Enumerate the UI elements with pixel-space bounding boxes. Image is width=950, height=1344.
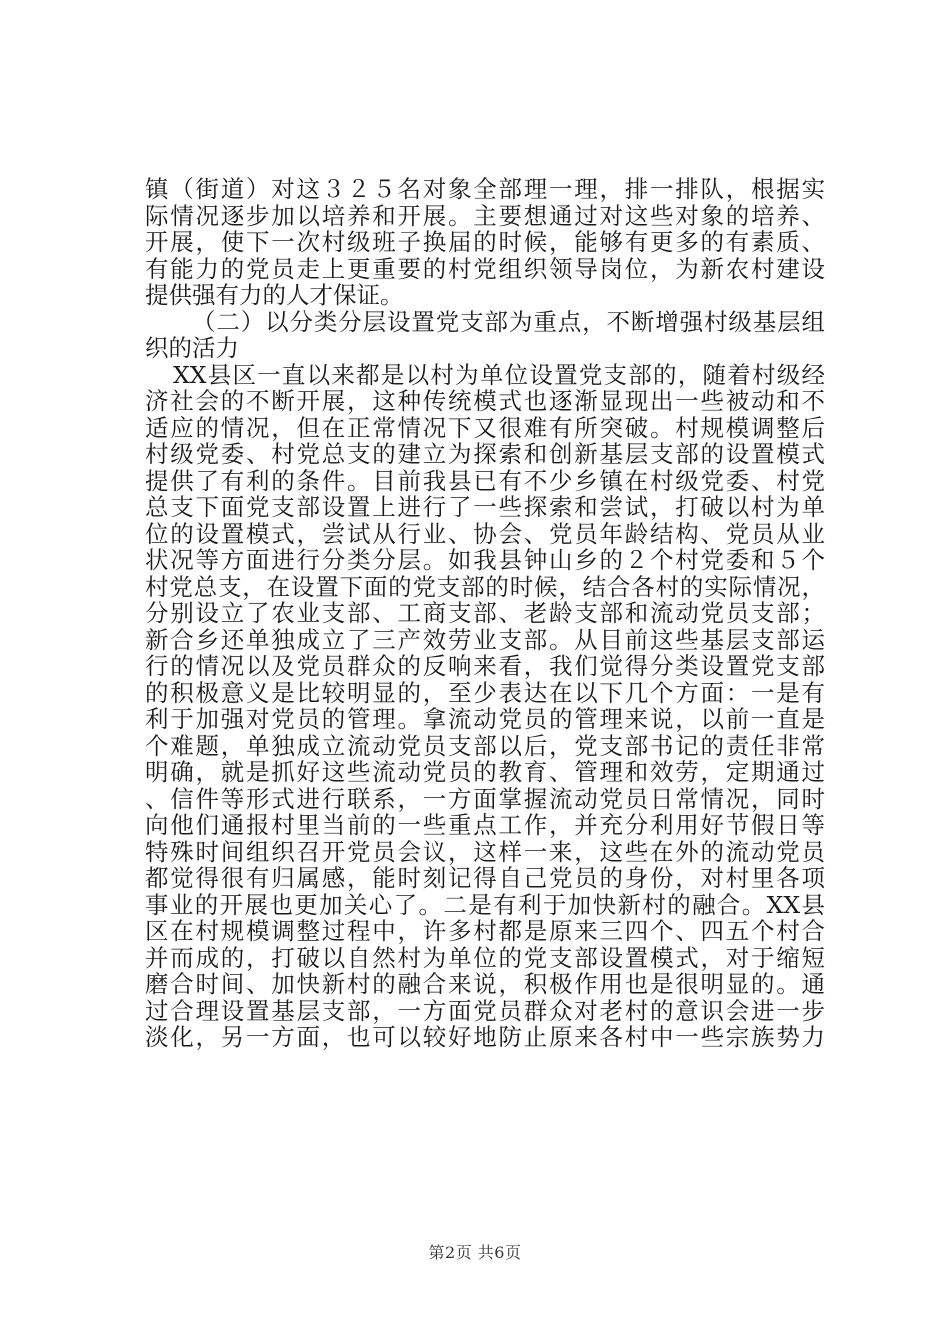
- text-line: 磨合时间、加快新村的融合来说，积极作用也是很明显的。通: [145, 970, 825, 998]
- text-line: 村党总支，在设置下面的党支部的时候，结合各村的实际情况，: [145, 572, 825, 601]
- text-line: 镇（街道）对这３２５名对象全部理一理，排一排队，根据实: [145, 175, 825, 203]
- text-line: 总支下面党支部设置上进行了一些探索和尝试，打破以村为单: [145, 493, 825, 521]
- text-line: 际情况逐步加以培养和开展。主要想通过对这些对象的培养、: [145, 201, 825, 230]
- section-heading-line: （二）以分类分层设置党支部为重点，不断增强村级基层组: [192, 307, 825, 336]
- text-line: 明确，就是抓好这些流动党员的教育、管理和效劳，定期通过: [145, 758, 825, 786]
- text-line: 区在村规模调整过程中，许多村都是原来三四个、四五个村合: [145, 917, 825, 945]
- text-line: 淡化，另一方面，也可以较好地防止原来各村中一些宗族势力: [145, 1023, 825, 1051]
- text-line: 特殊时间组织召开党员会议，这样一来，这些在外的流动党员: [145, 837, 825, 866]
- text-line: 并而成的，打破以自然村为单位的党支部设置模式，对于缩短: [145, 943, 825, 972]
- text-line: 新合乡还单独成立了三产效劳业支部。从目前这些基层支部运: [145, 625, 825, 654]
- text-line: 利于加强对党员的管理。拿流动党员的管理来说，以前一直是: [145, 705, 825, 733]
- section-heading-line: 织的活力: [145, 334, 239, 362]
- text-line: 过合理设置基层支部，一方面党员群众对老村的意识会进一步: [145, 996, 825, 1025]
- text-line: 状况等方面进行分类分层。如我县钟山乡的２个村党委和５个: [145, 546, 825, 574]
- body-text: [145, 176, 825, 1051]
- page-number-footer: 第2页 共6页: [428, 1243, 522, 1262]
- text-line: 济社会的不断开展，这种传统模式也逐渐显现出一些被动和不: [145, 387, 825, 415]
- text-line: 行的情况以及党员群众的反响来看，我们觉得分类设置党支部: [145, 652, 825, 680]
- text-line: 个难题，单独成立流动党员支部以后，党支部书记的责任非常: [145, 731, 825, 760]
- text-line: 事业的开展也更加关心了。二是有利于加快新村的融合。XX县: [145, 890, 825, 919]
- text-line: 的积极意义是比较明显的，至少表达在以下几个方面：一是有: [145, 678, 825, 707]
- text-line: XX县区一直以来都是以村为单位设置党支部的，随着村级经: [173, 360, 825, 389]
- text-line: 、信件等形式进行联系，一方面掌握流动党员日常情况，同时: [145, 784, 825, 813]
- text-line: 向他们通报村里当前的一些重点工作，并充分利用好节假日等: [145, 811, 825, 839]
- text-line: 位的设置模式，尝试从行业、协会、党员年龄结构、党员从业: [145, 519, 825, 548]
- text-line: 都觉得很有归属感，能时刻记得自己党员的身份，对村里各项: [145, 864, 825, 892]
- text-line: 提供了有利的条件。目前我县已有不少乡镇在村级党委、村党: [145, 466, 825, 495]
- text-line: 分别设立了农业支部、工商支部、老龄支部和流动党员支部；: [145, 599, 825, 627]
- text-line: 有能力的党员走上更重要的村党组织领导岗位，为新农村建设: [145, 254, 825, 283]
- text-line: 提供强有力的人才保证。: [145, 281, 404, 309]
- text-line: 适应的情况，但在正常情况下又很难有所突破。村规模调整后: [145, 413, 825, 442]
- text-line: 开展，使下一次村级班子换届的时候，能够有更多的有素质、: [145, 228, 825, 256]
- text-line: 村级党委、村党总支的建立为探索和创新基层支部的设置模式: [145, 440, 825, 468]
